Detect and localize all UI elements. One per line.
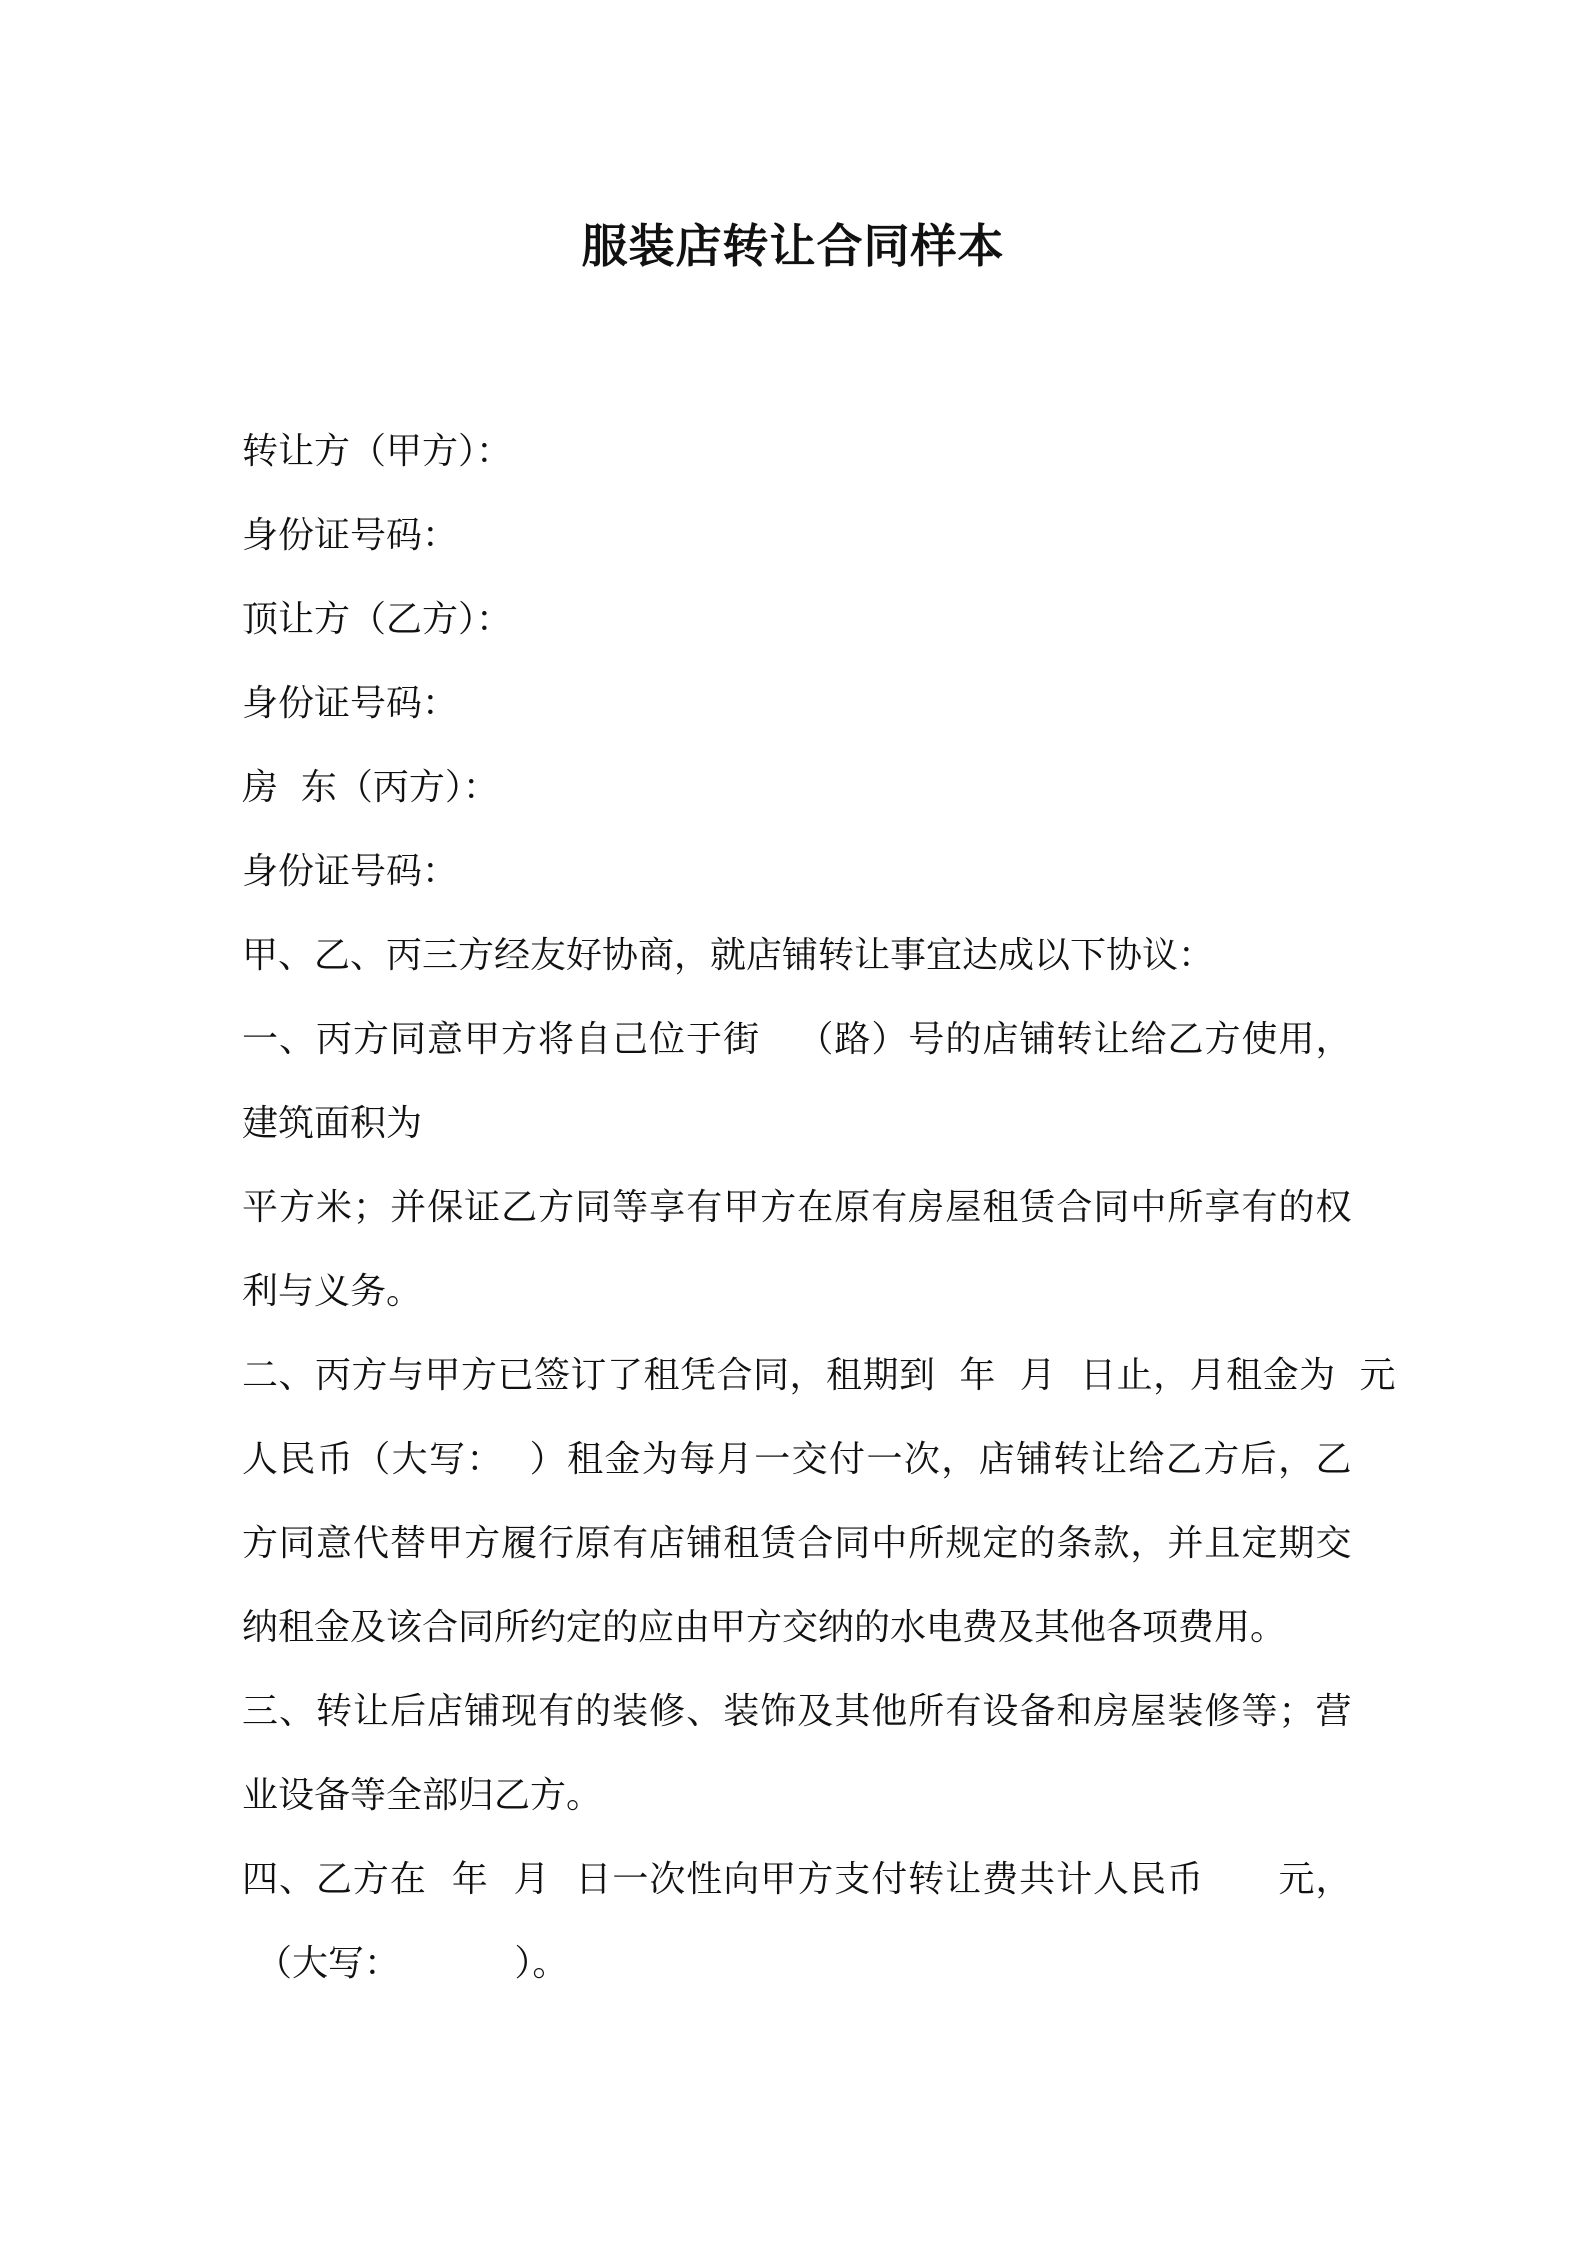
clause-4-line-2: （大写： ）。: [256, 1943, 569, 1984]
clause-2-line-2: 人民币（大写： ）租金为每月一交付一次，店铺转让给乙方后，乙: [242, 1439, 1352, 1480]
clause-3-line-2: 业设备等全部归乙方。: [242, 1775, 603, 1816]
clause-2-line-3: 方同意代替甲方履行原有店铺租赁合同中所规定的条款，并且定期交: [242, 1523, 1352, 1564]
line-transferee: 顶让方（乙方）：: [242, 599, 513, 640]
line-transferor: 转让方（甲方）：: [242, 431, 513, 472]
line-agreement-intro: 甲、乙、丙三方经友好协商，就店铺转让事宜达成以下协议：: [242, 935, 1215, 976]
clause-3-line-1: 三、转让后店铺现有的装修、装饰及其他所有设备和房屋装修等；营: [242, 1691, 1352, 1732]
line-transferor-id: 身份证号码：: [242, 515, 459, 556]
clause-2-line-4: 纳租金及该合同所约定的应由甲方交纳的水电费及其他各项费用。: [242, 1607, 1287, 1648]
line-landlord-id: 身份证号码：: [242, 851, 459, 892]
line-transferee-id: 身份证号码：: [242, 683, 459, 724]
document-body: [242, 410, 1397, 2006]
line-landlord: 房 东（丙方）：: [242, 767, 499, 808]
clause-1-line-4: 利与义务。: [242, 1271, 423, 1312]
clause-1-line-3: 平方米；并保证乙方同等享有甲方在原有房屋租赁合同中所享有的权: [242, 1187, 1352, 1228]
clause-2-line-1: 二、丙方与甲方已签订了租凭合同，租期到 年 月 日止，月租金为 元: [242, 1355, 1397, 1396]
clause-1-line-2: 建筑面积为: [242, 1103, 423, 1144]
clause-4-line-1: 四、乙方在 年 月 日一次性向甲方支付转让费共计人民币 元，: [242, 1859, 1352, 1900]
clause-1-line-1: 一、丙方同意甲方将自己位于街 （路）号的店铺转让给乙方使用，: [242, 1019, 1352, 1060]
document-title: 服装店转让合同样本: [581, 219, 1005, 273]
